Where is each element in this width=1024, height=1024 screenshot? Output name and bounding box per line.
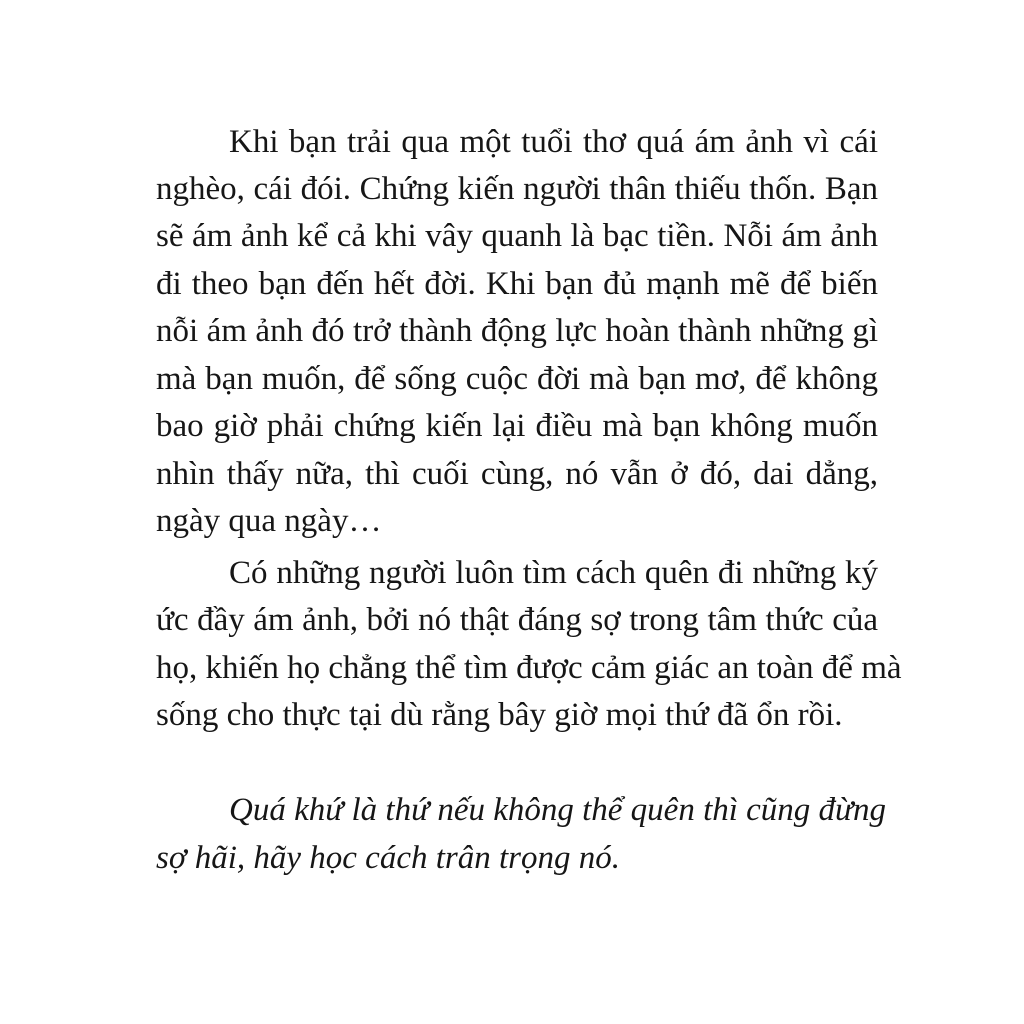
paragraph-2-line-4: sống cho thực tại dù rằng bây giờ mọi thứ đã ổn rồi.	[156, 697, 843, 733]
paragraph-1-line-3: sẽ ám ảnh kể cả khi vây quanh là bạc tiền. Nỗi ám ảnh	[156, 218, 878, 254]
paragraph-1-line-1: Khi bạn trải qua một tuổi thơ quá ám ảnh vì cái	[229, 124, 878, 160]
paragraph-1-line-2: nghèo, cái đói. Chứng kiến người thân thiếu thốn. Bạn	[156, 171, 878, 207]
quote-line-1: Quá khứ là thứ nếu không thể quên thì cũng đừng	[229, 792, 887, 828]
paragraph-1-line-8: nhìn thấy nữa, thì cuối cùng, nó vẫn ở đó, dai dẳng,	[156, 456, 878, 492]
paragraph-1-line-7: bao giờ phải chứng kiến lại điều mà bạn không muốn	[156, 408, 878, 444]
paragraph-2-line-1: Có những người luôn tìm cách quên đi những ký	[229, 555, 878, 591]
paragraph-1-line-4: đi theo bạn đến hết đời. Khi bạn đủ mạnh mẽ để biến	[156, 266, 878, 302]
paragraph-2-line-3: họ, khiến họ chẳng thể tìm được cảm giác an toàn để mà	[156, 650, 902, 686]
paragraph-1-line-6: mà bạn muốn, để sống cuộc đời mà bạn mơ, để không	[156, 361, 878, 397]
paragraph-1-line-9: ngày qua ngày…	[156, 503, 382, 539]
paragraph-2-line-2: ức đầy ám ảnh, bởi nó thật đáng sợ trong tâm thức của	[156, 602, 878, 638]
paragraph-1-line-5: nỗi ám ảnh đó trở thành động lực hoàn thành những gì	[156, 313, 878, 349]
quote-line-2: sợ hãi, hãy học cách trân trọng nó.	[156, 840, 620, 876]
